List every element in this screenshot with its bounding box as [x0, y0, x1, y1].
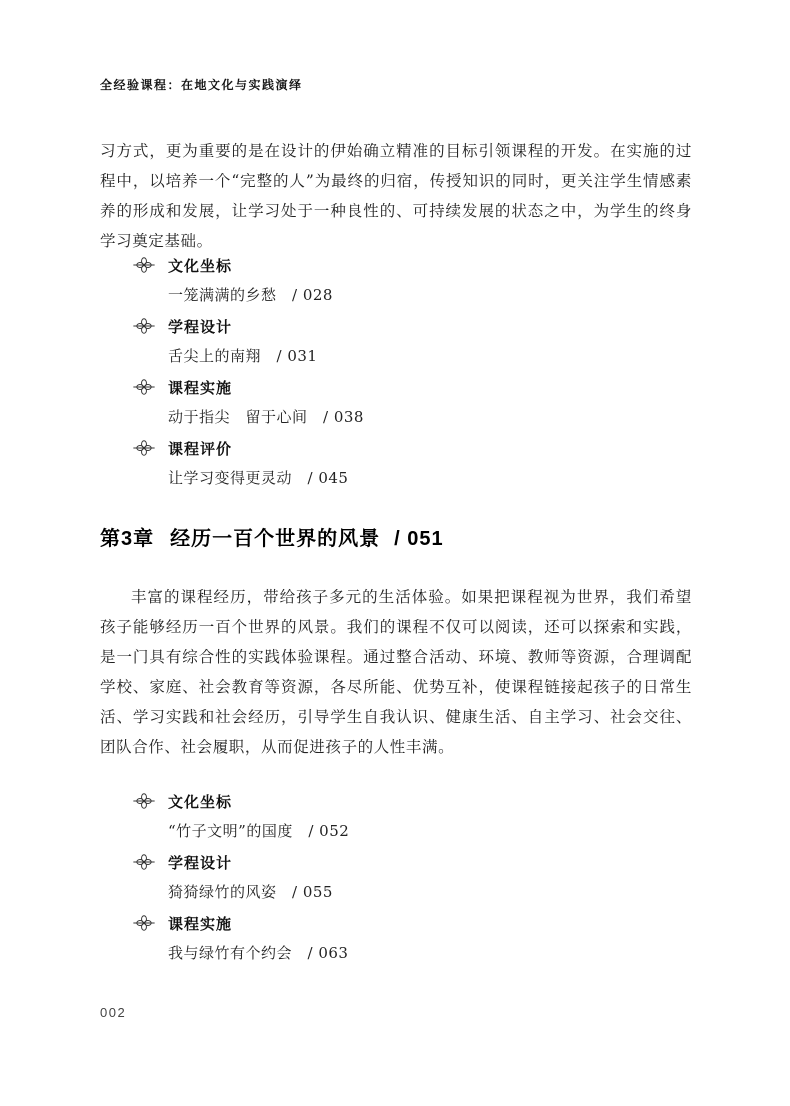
toc-entry-title: 学程设计 — [168, 318, 233, 336]
toc-entry-title: 文化坐标 — [168, 257, 233, 275]
toc-entry-head — [133, 250, 593, 280]
toc-entry — [133, 311, 593, 372]
toc-entry-subtitle: 猗猗绿竹的风姿 / 055 — [168, 883, 333, 901]
chapter3-paragraph: 丰富的课程经历，带给孩子多元的生活体验。如果把课程视为世界，我们希望孩子能够经历一百个世界的风景。我们的课程不仅可以阅读，还可以探索和实践，是一门具有综合性的实践体验课程。通过整合活动、环境、教师等资源，合理调配学校、家庭、社会教育等资源，各尽所能、优势互补，使课程链接起孩子的日常生活、学习实践和社会经历，引导学生自我认识、健康生活、自主学习、社会交往、团队合作、社会履职，从而促进孩子的人性丰满。 — [100, 588, 692, 756]
toc-entry-subtitle: 我与绿竹有个约会 / 063 — [168, 944, 349, 962]
toc-entry — [133, 372, 593, 433]
toc-entry-subtitle: 让学习变得更灵动 / 045 — [168, 469, 349, 487]
toc-entry-head — [133, 311, 593, 341]
toc-entry — [133, 250, 593, 311]
flower-compass-bullet-icon — [133, 853, 155, 871]
toc-entry — [133, 908, 593, 969]
page-number: 002 — [100, 1005, 127, 1020]
toc-entry — [133, 786, 593, 847]
toc-entry-title: 课程实施 — [168, 379, 233, 397]
toc-entry-title: 文化坐标 — [168, 793, 233, 811]
toc-entry-subtitle: “竹子文明”的国度 / 052 — [168, 822, 350, 840]
toc-entry-head — [133, 786, 593, 816]
toc-entry — [133, 847, 593, 908]
toc-entry-subtitle: 舌尖上的南翔 / 031 — [168, 347, 318, 365]
toc-block-chapter2 — [133, 250, 593, 494]
chapter-heading — [100, 522, 444, 551]
flower-compass-bullet-icon — [133, 317, 155, 335]
intro-paragraph: 习方式，更为重要的是在设计的伊始确立精准的目标引领课程的开发。在实施的过程中，以培养一个“完整的人”为最终的归宿，传授知识的同时，更关注学生情感素养的形成和发展，让学习处于一种良性的、可持续发展的状态之中，为学生的终身学习奠定基础。 — [100, 142, 692, 250]
flower-compass-bullet-icon — [133, 792, 155, 810]
toc-entry-title: 课程评价 — [168, 440, 233, 458]
toc-entry — [133, 433, 593, 494]
toc-block-chapter3 — [133, 786, 593, 969]
toc-entry-title: 课程实施 — [168, 915, 233, 933]
toc-entry-subtitle: 动于指尖 留于心间 / 038 — [168, 408, 364, 426]
chapter-label: 第3章 — [100, 528, 155, 550]
chapter-title: 经历一百个世界的风景 — [170, 528, 381, 550]
flower-compass-bullet-icon — [133, 439, 155, 457]
flower-compass-bullet-icon — [133, 378, 155, 396]
toc-entry-head — [133, 433, 593, 463]
running-head: 全经验课程：在地文化与实践演绎 — [100, 78, 303, 92]
toc-entry-head — [133, 372, 593, 402]
toc-entry-subtitle: 一笼满满的乡愁 / 028 — [168, 286, 333, 304]
flower-compass-bullet-icon — [133, 914, 155, 932]
chapter-page-ref: / 051 — [394, 528, 444, 550]
flower-compass-bullet-icon — [133, 256, 155, 274]
toc-entry-head — [133, 908, 593, 938]
toc-entry-head — [133, 847, 593, 877]
toc-entry-title: 学程设计 — [168, 854, 233, 872]
